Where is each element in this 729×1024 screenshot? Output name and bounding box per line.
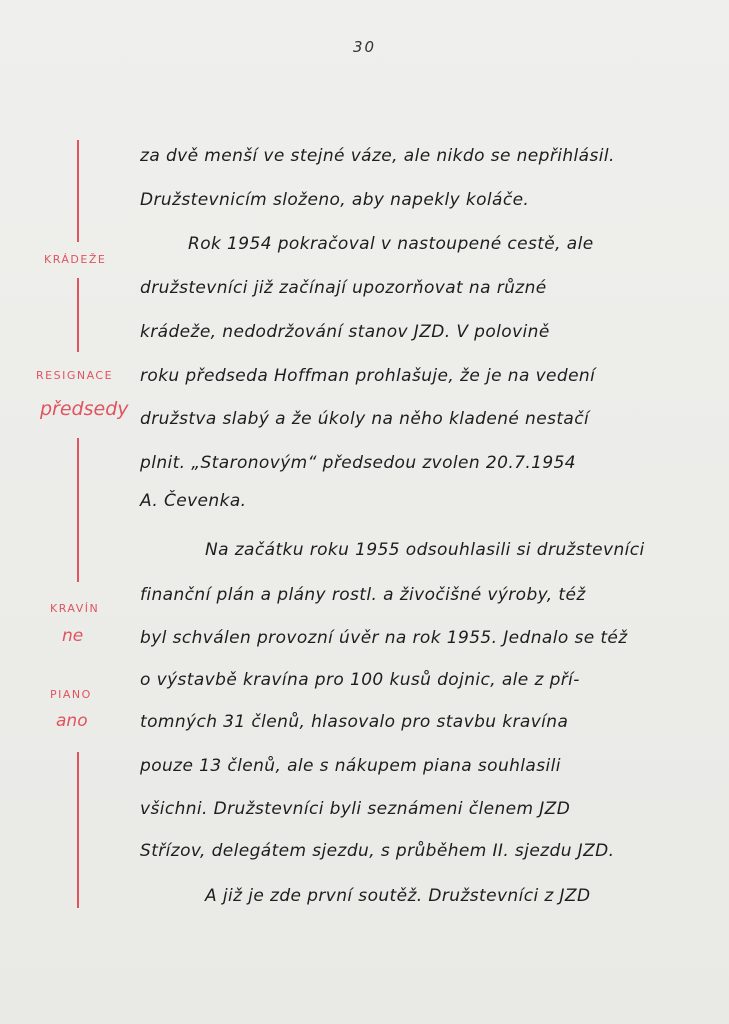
text-line: Střízov, delegátem sjezdu, s průběhem II. sjezdu JZD.: [140, 841, 615, 861]
margin-note-piano: PIANO: [50, 688, 92, 701]
text-line: pouze 13 členů, ale s nákupem piana souhlasili: [140, 756, 561, 776]
margin-note-cowshed-answer: ne: [62, 626, 84, 646]
text-line: finanční plán a plány rostl. a živočišné výroby, též: [140, 585, 586, 605]
text-line: A. Čevenka.: [140, 491, 247, 511]
text-line: družstevníci již začínají upozorňovat na různé: [140, 278, 547, 298]
text-line: za dvě menší ve stejné váze, ale nikdo se nepřihlásil.: [140, 146, 615, 166]
text-line: plnit. „Staronovým“ předsedou zvolen 20.7.1954: [140, 453, 577, 473]
text-line: tomných 31 členů, hlasovalo pro stavbu kravína: [140, 712, 569, 732]
text-line: Rok 1954 pokračoval v nastoupené cestě, ale: [188, 234, 594, 254]
text-line: Na začátku roku 1955 odsouhlasili si družstevníci: [205, 540, 645, 560]
text-line: družstva slabý a že úkoly na něho kladené nestačí: [140, 409, 590, 429]
margin-note-chairman: předsedy: [40, 398, 129, 420]
text-line: A již je zde první soutěž. Družstevníci z JZD: [205, 886, 591, 906]
text-line: Družstevnicím složeno, aby napekly koláče.: [140, 190, 530, 210]
text-line: roku předseda Hoffman prohlašuje, že je na vedení: [140, 366, 596, 386]
margin-note-cowshed: KRAVÍN: [50, 602, 100, 615]
text-line: o výstavbě kravína pro 100 kusů dojnic, ale z pří-: [140, 670, 580, 690]
text-line: všichni. Družstevníci byli seznámeni členem JZD: [140, 799, 571, 819]
page-number: 30: [352, 38, 377, 56]
margin-note-resignation: RESIGNACE: [36, 369, 114, 382]
text-line: krádeže, nedodržování stanov JZD. V polovině: [140, 322, 550, 342]
margin-note-theft: KRÁDEŽE: [44, 253, 107, 266]
text-line: byl schválen provozní úvěr na rok 1955. Jednalo se též: [140, 628, 628, 648]
margin-note-piano-answer: ano: [56, 711, 88, 731]
